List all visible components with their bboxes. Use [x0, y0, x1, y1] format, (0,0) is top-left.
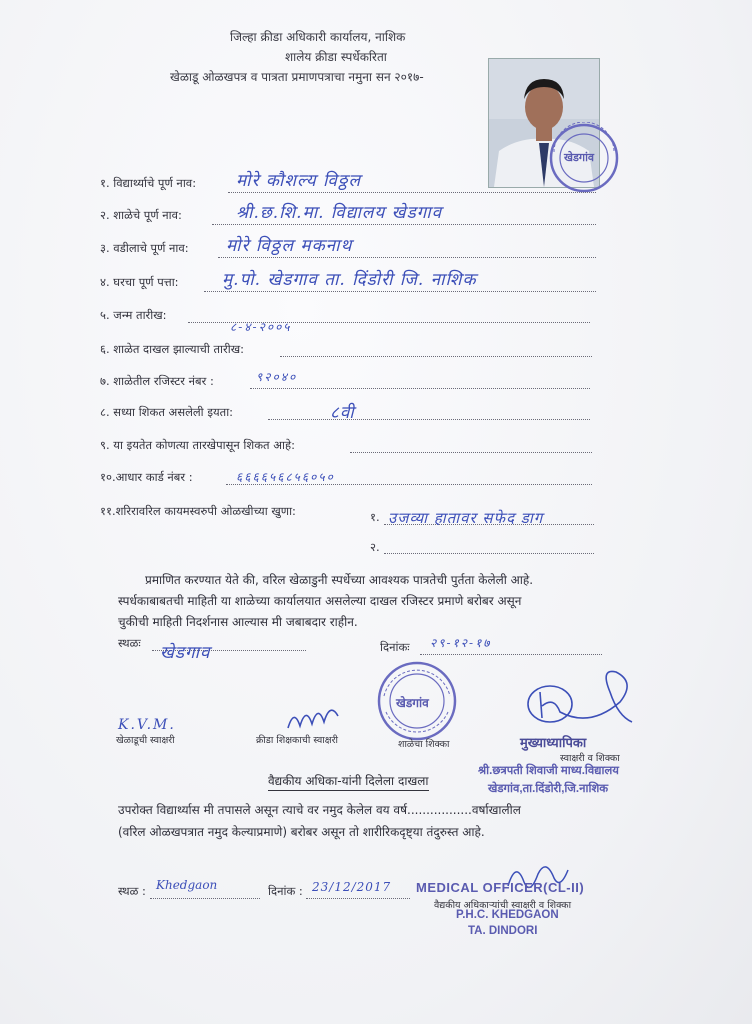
- field-value-student-name: मोरे कौशल्य विठ्ठल: [236, 171, 362, 191]
- header-form-title: खेळाडू ओळखपत्र व पात्रता प्रमाणपत्राचा नमुना सन २०१७-: [170, 70, 424, 84]
- field-line: [212, 224, 596, 225]
- field-line: [250, 388, 590, 389]
- mark-1-value: उजव्या हातावर सफेद डाग: [388, 509, 544, 527]
- school-seal-label: शाळेचा शिक्का: [398, 739, 450, 750]
- principal-label: मुख्याध्यापिका: [520, 736, 587, 751]
- mark-1-prefix: १.: [370, 510, 380, 524]
- field-label-register-no: ७. शाळेतील रजिस्टर नंबर :: [100, 374, 214, 388]
- field-label-identification-marks: ११.शरिरावरिल कायमस्वरुपी ओळखीच्या खुणा:: [100, 504, 296, 518]
- field-label-school-name: २. शाळेचे पूर्ण नाव:: [100, 208, 182, 222]
- field-value-address: मु.पो. खेडगाव ता. दिंडोरी जि. नाशिक: [222, 270, 477, 290]
- player-signature-text: K.V.M.: [118, 717, 176, 733]
- field-label-admission-date: ६. शाळेत दाखल झाल्याची तारीख:: [100, 342, 244, 356]
- player-signature: [118, 714, 176, 733]
- certificate-line-2: स्पर्धकाबाबतची माहिती या शाळेच्या कार्यालयात असलेल्या दाखल रजिस्टर प्रमाणे बरोबर असून: [118, 594, 522, 608]
- medical-line-1: उपरोक्त विद्यार्थ्यास मी तपासले असून त्याचे वर नमुद केलेल वय वर्ष.................वर्षाखालील: [118, 803, 521, 817]
- principal-signature-scribble: [520, 662, 640, 732]
- field-line: [306, 898, 410, 899]
- teacher-signature-scribble: [284, 698, 344, 738]
- school-seal: [376, 660, 458, 746]
- field-line: [150, 898, 260, 899]
- mark-2-prefix: २.: [370, 540, 380, 554]
- field-label-current-class: ८. सध्या शिकत असलेली इयता:: [100, 405, 234, 419]
- principal-sub-label: स्वाक्षरी व शिक्का: [560, 753, 620, 764]
- field-line: [384, 553, 594, 554]
- school-seal-text: खेडगांव: [396, 696, 429, 710]
- medical-date-value: 23/12/2017: [312, 880, 392, 894]
- photo-seal-text: खेडगांव: [564, 152, 595, 164]
- player-signature-label: खेळाडूची स्वाक्षरी: [116, 735, 175, 746]
- field-line: [218, 257, 596, 258]
- field-line: [204, 291, 596, 292]
- photo-seal: [548, 122, 620, 198]
- field-value-aadhaar: ६६६६५६८५६०५०: [236, 470, 335, 484]
- date-value: २९-१२-१७: [430, 636, 492, 650]
- medical-line-2: (वरिल ओळखपत्रात नमुद केल्याप्रमाणे) बरोबर असून तो शारीरिकदृष्ट्या तंदुरुस्त आहे.: [118, 825, 485, 839]
- field-line: [350, 452, 592, 453]
- field-label-dob: ५. जन्म तारीख:: [100, 308, 167, 322]
- field-value-current-class: ८वी: [330, 403, 355, 423]
- field-label-class-since: ९. या इयतेत कोणत्या तारखेपासून शिकत आहे:: [100, 438, 295, 452]
- medical-place-value: Khedgaon: [156, 878, 218, 892]
- field-label-student-name: १. विद्यार्थ्याचे पूर्ण नाव:: [100, 176, 197, 190]
- field-label-father-name: ३. वडीलाचे पूर्ण नाव:: [100, 241, 189, 255]
- principal-stamp-line-1: श्री.छत्रपती शिवाजी माध्य.विद्यालय: [478, 765, 619, 777]
- medical-officer-title: MEDICAL OFFICER(CL-II): [416, 880, 585, 895]
- field-line: [268, 419, 590, 420]
- medical-place-label: स्थळ :: [118, 884, 146, 898]
- medical-officer-sub: वैद्यकीय अधिकाऱ्यांची स्वाक्षरी व शिक्का: [434, 900, 572, 911]
- field-line: [228, 192, 596, 193]
- phc-line-2: TA. DINDORI: [468, 925, 538, 937]
- field-line: [420, 654, 602, 655]
- field-value-register-no: ९२०४०: [256, 370, 298, 384]
- field-value-school-name: श्री.छ.शि.मा. विद्यालय खेडगाव: [236, 203, 443, 223]
- field-label-aadhaar: १०.आधार कार्ड नंबर :: [100, 470, 193, 484]
- field-label-address: ४. घरचा पूर्ण पत्ता:: [100, 275, 179, 289]
- field-value-dob: ८-४-२००५: [230, 320, 292, 334]
- certificate-line-3: चुकीची माहिती निदर्शनास आल्यास मी जबाबदार राहीन.: [118, 615, 358, 629]
- place-value: खेडगाव: [160, 643, 211, 663]
- header-subtitle: शालेय क्रीडा स्पर्धेकरिता: [285, 50, 387, 64]
- certificate-line-1: प्रमाणित करण्यात येते की, वरिल खेळाडुनी स्पर्धेच्या आवश्यक पात्रतेची पुर्तता केलेली आहे.: [145, 573, 534, 587]
- field-value-father-name: मोरे विठ्ठल मकनाथ: [226, 236, 353, 256]
- medical-section-title: वैद्यकीय अधिका-यांनी दिलेला दाखला: [268, 772, 429, 791]
- field-line: [280, 356, 592, 357]
- date-label: दिनांकः: [380, 640, 410, 654]
- header-office: जिल्हा क्रीडा अधिकारी कार्यालय, नाशिक: [230, 30, 406, 44]
- place-label: स्थळः: [118, 636, 141, 650]
- phc-line-1: P.H.C. KHEDGAON: [456, 909, 559, 921]
- teacher-signature-label: क्रीडा शिक्षकाची स्वाक्षरी: [256, 735, 338, 746]
- principal-stamp-line-2: खेडगांव,ता.दिंडोरी,जि.नाशिक: [488, 783, 609, 795]
- medical-date-label: दिनांक :: [268, 884, 303, 898]
